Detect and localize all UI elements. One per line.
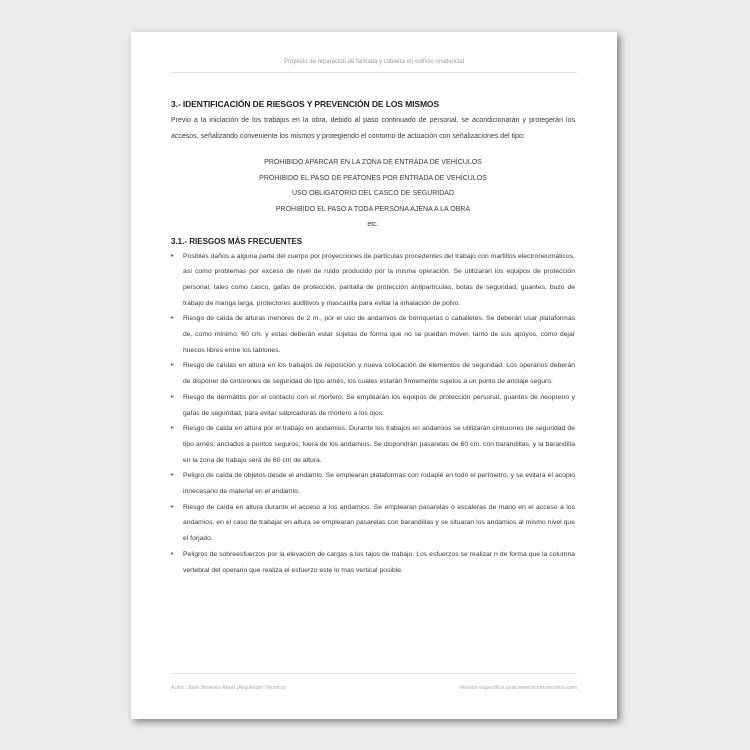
bullet-icon: ▸ [171,503,175,510]
risk-item-text: Riesgo de dermatitis por el contacto con el mortero. Se emplearán los equipos de protección personal, guantes de neopreno y gafas de seguridad, para evitar salpicaduras de mortero a los ojos. [183,393,575,417]
risk-list [171,249,575,579]
bullet-icon: ▸ [171,425,175,432]
bullet-icon: ▸ [171,315,175,322]
risk-item-text: Riesgo de caída en altura durante el acceso a los andamios. Se emplearan pasarelas o escaleras de mano en el acceso a los andamios, en el caso de trabajar en altura se emplearan pasarelas con barandillas y se situaran los andamios al mismo nivel que el forjado. [183,503,575,543]
section-intro: Previo a la iniciación de los trabajos en la obra, debido al paso continuado de personal, se acondicionarán y protegerán los accesos, señalizando conveniente los mismos y protegiendo el contorno de actuación con señalizaciones del tipo: [171,117,575,140]
bullet-icon: ▸ [171,362,175,369]
risk-item [171,249,575,312]
page-content [171,99,575,578]
risk-item-text: Riesgo de caída en altura por el trabajo en andamios. Durante los trabajos en andamios se utilizarán cinturones de seguridad de tipo arnés, anclados a puntos seguros, fuera de los andamios. Se dispondrán pasarelas de 60 cm. con barandillas, y la barandilla en la zona de trabajo será de 60 cm de altura. [183,425,575,464]
risk-item [171,311,575,358]
bullet-icon: ▸ [171,252,175,259]
sign-line: PROHIBIDO APARCAR EN LA ZONA DE ENTRADA DE VEHÍCULOS [264,159,482,166]
signs-list [171,155,575,233]
sign-line: PROHIBIDO EL PASO DE PEATONES POR ENTRADA DE VEHÍCULOS [259,174,487,182]
footer-divider [171,673,577,674]
risk-item-text: Riesgo de caídas en altura en los trabajos de reposición y nueva colocación de elementos de seguridad. Los operarios deberán de disponer de cinturones de seguridad de tipo arnés, los cuales estarán firmemente sujetos a un punto de anclaje seguro. [183,362,575,386]
risk-item-text: Posibles daños a alguna parte del cuerpo por proyecciones de partículas procedentes del trabajo con martillos electroneumáticos, así como problemas por exceso de nivel de ruido producido por la misma operación. Se utilizarán los equipos de protección personal, tales como casco, gafas de protección, pantalla de protección antipartículas, botas de seguridad, guantes, buzo de trabajo de manga larga, protectores auditivos y mascarilla para evitar la inhalación de polvo. [183,252,575,307]
header-divider [171,72,577,73]
section-heading: 3.- IDENTIFICACIÓN DE RIESGOS Y PREVENCIÓN DE LOS MISMOS [171,99,440,109]
footer-author: Autor: José Jiménez Abad (Arquitecto Técnico) [171,685,286,691]
risk-item [171,500,575,547]
subsection-heading: 3.1.- RIESGOS MÁS FRECUENTES [171,236,303,246]
bullet-icon: ▸ [171,393,175,400]
document-page [131,32,617,719]
risk-item-text: Peligro de caída de objetos desde el andamio. Se emplearan plataformas con rodapié en todo el perímetro, y se evitara el acopio innecesario de material en el andamio. [183,472,575,496]
risk-item-text: Peligros de sobreesfuerzos por la elevación de cargas a los tajos de trabajo. Los esfuerzos se realizar n de forma que la columna vertebral del operario que realiza el esfuerzo este lo mas vertical posible. [183,550,575,574]
footer-version: Versión específica para www.ficherotecnico.com [459,685,577,691]
bullet-icon: ▸ [171,550,175,557]
risk-item-text: Riesgo de caída de alturas menores de 2 m., por el uso de andamios de borriquetas o caballetes. Se deberán usar plataformas de, como mínimo, 60 cm. y estas deberán estar sujetas de forma que no se puedan mover, tanto de sus apoyos, como dejar huecos libres entre los tablones. [183,315,575,354]
sign-line: USO OBLIGATORIO DEL CASCO DE SEGURIDAD [291,190,455,197]
risk-item [171,390,575,421]
sign-line: etc. [367,221,379,228]
sign-line: PROHIBIDO EL PASO A TODA PERSONA AJENA A LA OBRA [275,205,471,213]
risk-item [171,421,575,468]
risk-item [171,358,575,389]
page-header: Proyecto de reparación de fachada y cubierta en edificio residencial [283,59,465,65]
bullet-icon: ▸ [171,472,175,479]
risk-item [171,547,575,578]
risk-item [171,468,575,499]
